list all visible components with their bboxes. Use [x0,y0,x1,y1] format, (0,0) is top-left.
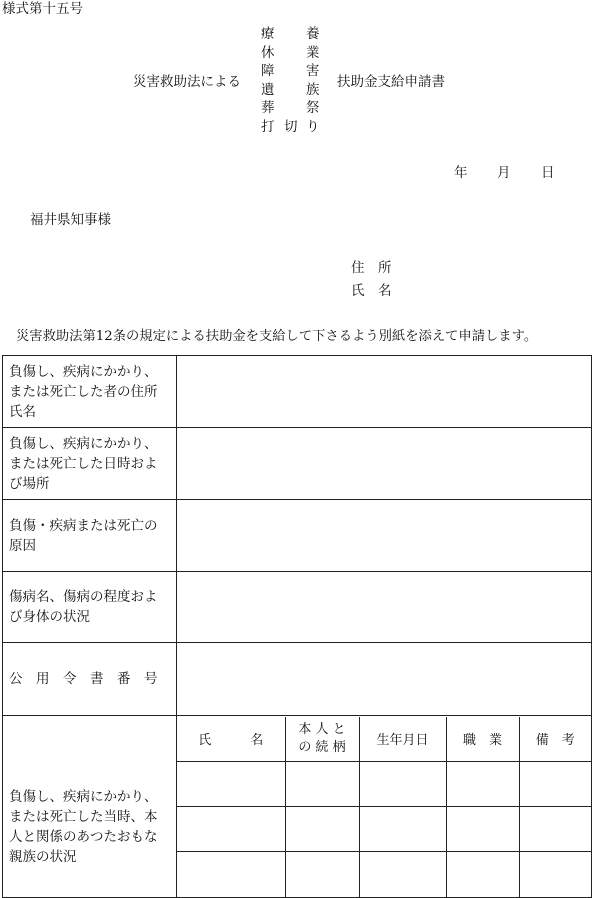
title-choice-char: 業 [306,44,320,61]
family-cell[interactable] [519,762,591,807]
title-choice-char: 休 [261,44,275,61]
family-cell[interactable] [359,852,446,897]
family-header-name: 氏 名 [177,717,285,762]
title-choice-column-2 [284,28,298,139]
row-label-cause: 負傷・疾病または死亡の原因 [3,500,177,572]
title-prefix: 災害救助法による [133,74,241,90]
row-label-datetime-place: 負傷し、疾病にかかり、または死亡した日時および場所 [3,428,177,500]
title-choice-char [284,102,298,121]
family-cell[interactable] [177,852,285,897]
title-suffix: 扶助金支給申請書 [337,74,445,90]
title-choice-char: 障 [261,63,275,79]
title-choice-column-3 [306,28,320,139]
family-cell[interactable] [446,762,519,807]
family-header-notes: 備 考 [519,717,591,762]
family-header-occupation: 職 業 [446,717,519,762]
family-cell[interactable] [519,852,591,897]
address-label: 住 所 [351,260,392,276]
title-choice-char [284,84,298,103]
family-header-birthdate: 生年月日 [359,717,446,762]
title-choice-char: 養 [306,26,320,42]
title-choice-char: 切 [284,118,298,135]
title-choice-char: 打 [261,118,275,135]
title-choice-char: 族 [306,81,320,98]
date-year: 年 [454,165,468,181]
title-choice-char [284,65,298,84]
row-label-person: 負傷し、疾病にかかり、または死亡した者の住所氏名 [3,356,177,428]
title-choice-char: 害 [306,63,320,79]
row-field-person[interactable] [177,356,592,428]
row-field-order-number[interactable] [177,643,592,716]
row-label-order-number: 公 用 令 書 番 号 [3,643,177,716]
family-cell[interactable] [446,852,519,897]
family-cell[interactable] [446,807,519,852]
family-cell[interactable] [285,852,359,897]
application-statement: 災害救助法第12条の規定による扶助金を支給して下さるよう別紙を添えて申請します。 [16,329,538,344]
family-cell[interactable] [177,762,285,807]
addressee: 福井県知事様 [30,212,111,228]
family-grid-cell [177,716,592,898]
title-choice-char [284,47,298,66]
application-table [2,355,592,898]
family-cell[interactable] [519,807,591,852]
family-cell[interactable] [359,807,446,852]
family-cell[interactable] [285,807,359,852]
title-choice-char: 葬 [261,100,275,116]
title-choice-char [284,28,298,47]
date-day: 日 [541,165,555,181]
title-choice-char: 療 [261,26,275,42]
family-cell[interactable] [285,762,359,807]
title-choice-char: 祭 [306,100,320,116]
family-cell[interactable] [359,762,446,807]
family-cell[interactable] [177,807,285,852]
row-label-condition: 傷病名、傷病の程度および身体の状況 [3,572,177,643]
family-header-relation: 本 人 と の 続 柄 [285,717,359,762]
title-choice-column-1 [261,28,275,139]
date-month: 月 [497,165,511,181]
title-choice-char: り [306,118,320,135]
family-label: 負傷し、疾病にかかり、または死亡した当時、本人と関係のあつたおもな親族の状況 [3,716,177,898]
row-field-cause[interactable] [177,500,592,572]
family-grid [177,717,591,897]
title-choice-char: 遺 [261,81,275,98]
row-field-datetime-place[interactable] [177,428,592,500]
name-label: 氏 名 [351,283,392,299]
form-number: 様式第十五号 [2,1,83,17]
row-field-condition[interactable] [177,572,592,643]
